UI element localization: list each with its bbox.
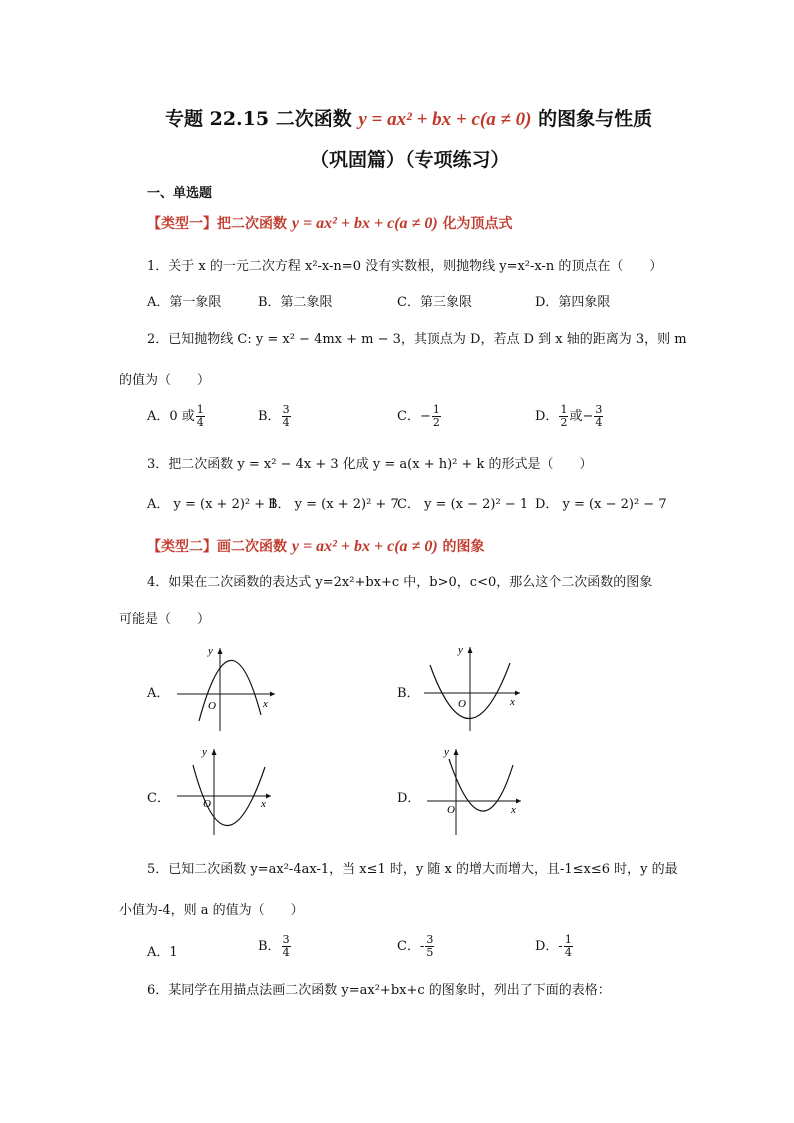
q1-option-c[interactable]: C．第三象限 [397,295,472,310]
title-suffix: 的图象与性质 [538,108,653,130]
q2-stem-line2: 的值为（ ） [119,373,211,388]
page-subtitle: （巩固篇）（专项练习） [310,149,510,171]
q2-d-den1: 2 [560,416,568,429]
q5-c-label: C．- [397,939,425,954]
q4-stem-line1: 4．如果在二次函数的表达式 y=2x²+bx+c 中，b>0，c<0，那么这个二次函数的图象 [147,575,653,590]
q2-b-num: 3 [282,403,290,416]
q5-b-label: B． [258,939,281,954]
q5-c-num: 3 [426,933,434,946]
q2-c-label: C．− [397,409,431,424]
q5-d-num: 1 [564,933,572,946]
q5-b-den: 4 [282,946,290,959]
q2-d-fraction1 [559,404,568,429]
q4-c-origin-label: O [203,798,211,810]
type1-heading [147,213,513,233]
q5-option-a[interactable]: A．1 [147,945,178,960]
q5-stem-line2: 小值为-4，则 a 的值为（ ） [119,903,304,918]
type2-prefix: 画二次函数 [217,539,287,555]
q4-a-y-label: y [208,645,213,657]
q5-d-fraction [564,934,573,959]
q2-d-num2: 3 [595,403,603,416]
title-prefix: 专题 22.15 二次函数 [165,108,352,130]
q5-c-fraction [425,934,434,959]
q4-b-origin-label: O [458,698,466,710]
q5-stem-line1: 5．已知二次函数 y=ax²-4ax-1，当 x≤1 时，y 随 x 的增大而增大，且-1≤x≤6 时，y 的最 [147,862,678,877]
type2-bracket: 【类型二】 [147,539,217,555]
type1-suffix: 化为顶点式 [442,216,513,232]
q2-a-den: 4 [196,416,204,429]
q2-d-num1: 1 [560,403,568,416]
type2-suffix: 的图象 [442,539,485,555]
q4-option-d-label[interactable]: D． [397,791,421,806]
q4-a-x-label: x [263,698,268,710]
q2-a-fraction [196,404,205,429]
q4-graph-b[interactable] [422,643,522,733]
q4-d-y-label: y [444,746,449,758]
q4-option-c-label[interactable]: C． [147,791,170,806]
q4-option-a-label[interactable]: A． [147,686,170,701]
q5-d-label: D．- [535,939,563,954]
q4-stem-line2: 可能是（ ） [119,612,211,627]
q4-option-b-label[interactable]: B． [397,686,420,701]
type2-formula: y = ax² + bx + c(a ≠ 0) [291,538,438,555]
q2-d-den2: 4 [595,416,603,429]
q1-option-b[interactable]: B．第二象限 [258,295,333,310]
q3-stem: 3．把二次函数 y = x² − 4x + 3 化成 y = a(x + h)² + k 的形式是（ ） [147,457,593,472]
type1-bracket: 【类型一】 [147,216,217,232]
q2-a-label: A．0 或 [147,409,195,424]
section-heading: 一、单选题 [147,186,213,201]
q2-option-c[interactable] [397,404,442,429]
q5-option-d[interactable] [535,934,574,959]
q3-option-c[interactable]: C． y = (x − 2)² − 1 [397,497,529,512]
q5-option-c[interactable] [397,934,435,959]
q2-option-a[interactable] [147,404,206,429]
q2-c-num: 1 [432,403,440,416]
q2-stem-line1: 2．已知抛物线 C: y = x² − 4mx + m − 3，其顶点为 D，若点 D 到 x 轴的距离为 3，则 m [147,332,687,347]
q4-c-x-label: x [261,798,266,810]
q4-b-y-label: y [458,644,463,656]
q4-graph-a[interactable] [175,643,280,731]
type1-prefix: 把二次函数 [217,216,287,232]
q5-option-b[interactable] [258,934,292,959]
q5-b-fraction [282,934,291,959]
q4-b-x-label: x [510,696,515,708]
q4-graph-c[interactable] [175,745,275,837]
q4-d-x-label: x [511,804,516,816]
q5-c-den: 5 [426,946,434,959]
q1-option-a[interactable]: A．第一象限 [147,295,222,310]
q3-option-b[interactable]: B． y = (x + 2)² + 7 [268,497,399,512]
q2-option-b[interactable] [258,404,292,429]
page-title [165,104,652,131]
q5-b-num: 3 [282,933,290,946]
q2-b-label: B． [258,409,281,424]
q2-b-den: 4 [282,416,290,429]
q4-a-origin-label: O [208,700,216,712]
q2-d-label: D． [535,409,559,424]
q1-option-d[interactable]: D．第四象限 [535,295,611,310]
q2-d-mid: 或− [569,409,594,424]
q2-a-num: 1 [196,403,204,416]
q5-d-den: 4 [564,946,572,959]
q2-b-fraction [282,404,291,429]
q6-stem: 6．某同学在用描点法画二次函数 y=ax²+bx+c 的图象时，列出了下面的表格： [147,983,611,998]
q4-graph-d[interactable] [425,745,525,837]
q4-d-origin-label: O [447,804,455,816]
q2-d-fraction2 [594,404,603,429]
q4-c-y-label: y [202,746,207,758]
q3-option-a[interactable]: A． y = (x + 2)² + 1 [147,497,278,512]
type2-heading [147,536,485,556]
q2-option-d[interactable] [535,404,604,429]
type1-formula: y = ax² + bx + c(a ≠ 0) [291,215,438,232]
q2-c-den: 2 [432,416,440,429]
q2-c-fraction [432,404,441,429]
q1-stem: 1．关于 x 的一元二次方程 x²-x-n=0 没有实数根，则抛物线 y=x²-x-n 的顶点在（ ） [147,259,663,274]
q3-option-d[interactable]: D． y = (x − 2)² − 7 [535,497,667,512]
title-formula: y = ax² + bx + c(a ≠ 0) [358,109,532,130]
